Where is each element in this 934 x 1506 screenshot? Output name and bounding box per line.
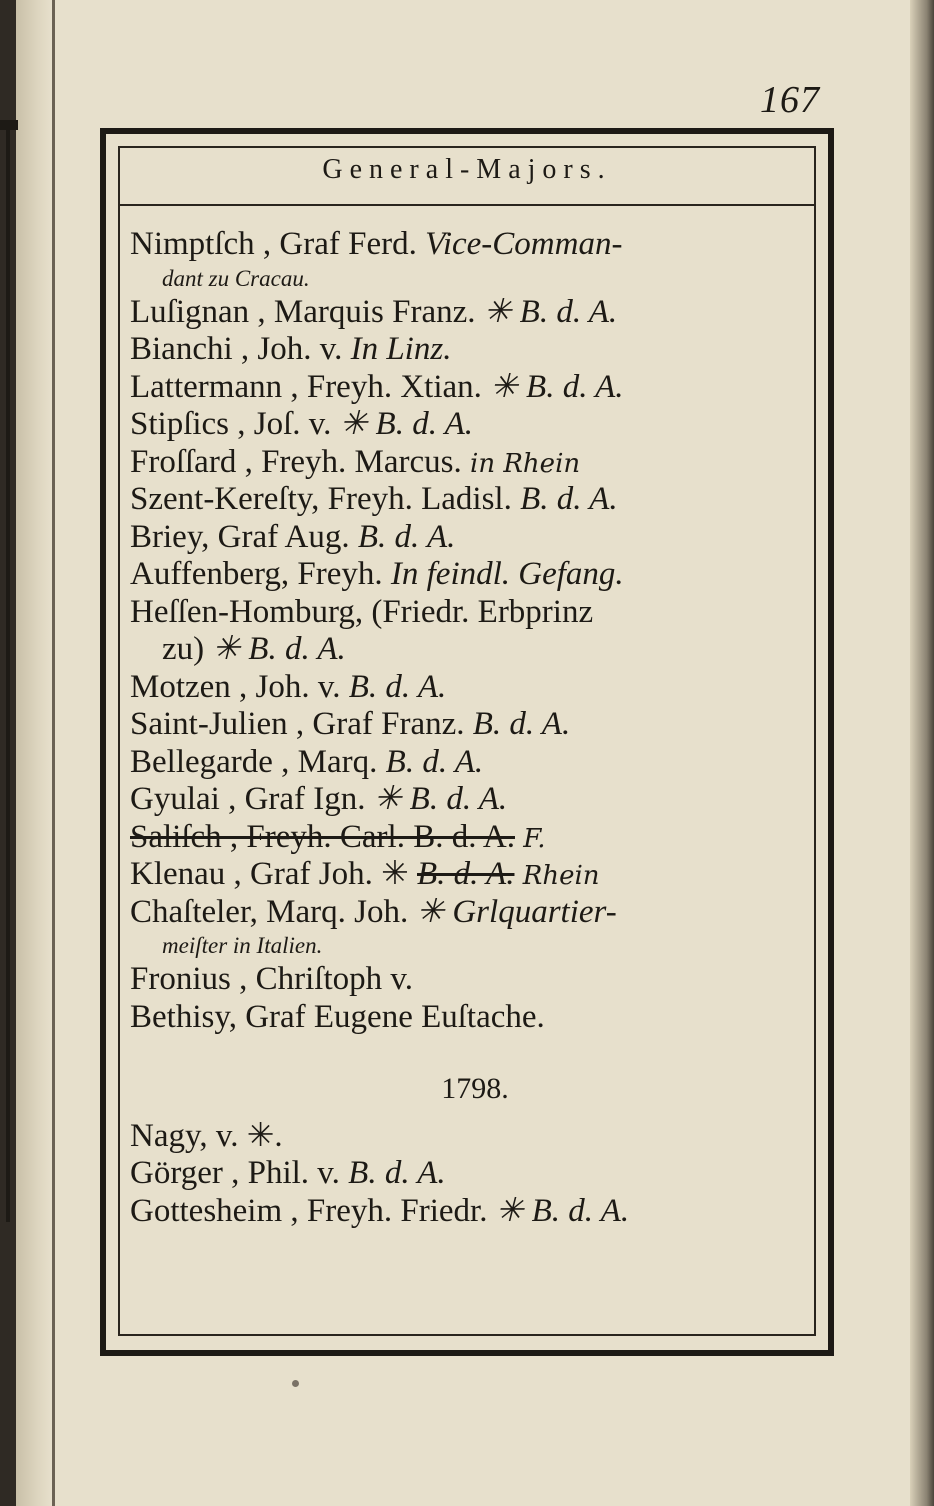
list-item: Nagy, v. ✳. (130, 1117, 283, 1154)
gutter-line (52, 0, 55, 1506)
handwritten-annotation: Rhein (514, 861, 600, 891)
ink-speck (292, 1380, 299, 1387)
list-item: Bethisy, Graf Eugene Euſtache. (130, 998, 545, 1035)
list-item: Bellegarde , Marq. B. d. A. (130, 743, 484, 780)
list-item: Szent-Kereſty, Freyh. Ladisl. B. d. A. (130, 481, 618, 517)
list-item: Luſignan , Marquis Franz. ✳ B. d. A. (130, 293, 618, 330)
handwritten-annotation: in Rhein (470, 448, 581, 479)
list-item: Saint-Julien , Graf Franz. B. d. A. (130, 706, 571, 742)
list-item-struck: Saliſch , Freyh. Carl. B. d. A. F. (130, 818, 546, 855)
list-item: Auffenberg, Freyh. In feindl. Gefang. (130, 556, 624, 592)
list-item: Nimptſch , Graf Ferd. Vice-Comman- (130, 226, 623, 262)
list-item: Klenau , Graf Joh. ✳ B. d. A. Rhein (130, 856, 600, 892)
handwritten-annotation: F. (514, 823, 546, 854)
list-item: Heſſen-Homburg, (Friedr. Erbprinz (130, 593, 594, 630)
list-item: Motzen , Joh. v. B. d. A. (130, 668, 447, 705)
page-edge-shadow (910, 0, 934, 1506)
list-item: Bianchi , Joh. v. In Linz. (130, 331, 452, 367)
list-item: Lattermann , Freyh. Xtian. ✳ B. d. A. (130, 368, 624, 405)
list-item: Chaſteler, Marq. Joh. ✳ Grlquartier- (130, 893, 617, 930)
list-item: Görger , Phil. v. B. d. A. (130, 1155, 446, 1191)
list-item: Gottesheim , Freyh. Friedr. ✳ B. d. A. (130, 1192, 630, 1229)
page-number: 167 (760, 79, 820, 121)
heading-divider (118, 204, 816, 206)
list-item: Briey, Graf Aug. B. d. A. (130, 518, 456, 555)
list-item-continuation: dant zu Cracau. (162, 265, 310, 291)
list-item: Stipſics , Joſ. v. ✳ B. d. A. (130, 406, 474, 442)
facing-page-frame-edge (6, 122, 10, 1222)
year-heading: 1798. (441, 1072, 509, 1105)
list-item: Froſſard , Freyh. Marcus. in Rhein (130, 443, 581, 480)
section-heading: General-Majors. (322, 154, 612, 185)
book-gutter (16, 0, 52, 1506)
list-item-continuation: meiſter in Italien. (162, 933, 323, 958)
list-item: Gyulai , Graf Ign. ✳ B. d. A. (130, 781, 508, 817)
list-item: Fronius , Chriſtoph v. (130, 961, 413, 997)
list-item-continuation: zu) ✳ B. d. A. (162, 631, 346, 667)
officer-list (130, 226, 820, 1230)
